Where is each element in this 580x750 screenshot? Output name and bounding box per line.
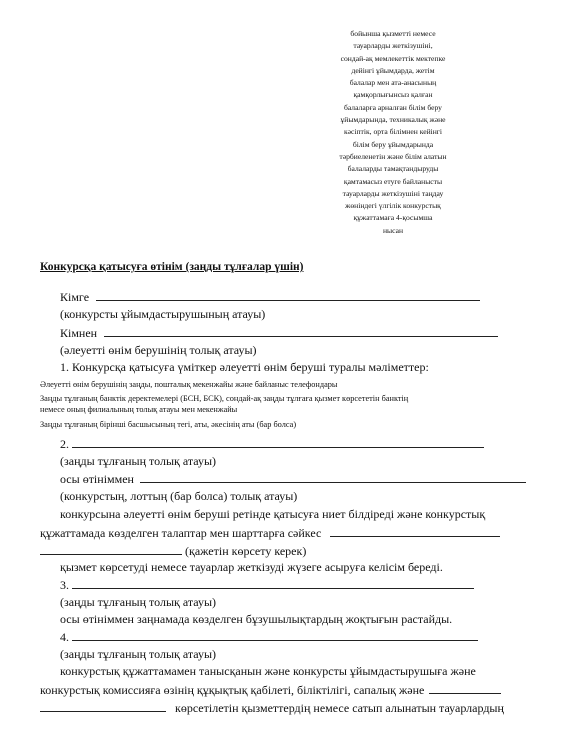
paragraph-2-line-3 [40, 543, 306, 558]
specify-hint: (қажетін көрсету керек) [185, 544, 307, 558]
legal-name-hint-4: (заңды тұлғаның толық атауы) [60, 647, 217, 661]
section-1-heading: 1. Конкурсқа қатысуға үміткер әлеуетті өнім беруші туралы мәліметтер: [60, 360, 429, 374]
header-line: дейінгі ұйымдарда, жетім [351, 65, 435, 75]
contest-row [60, 471, 526, 486]
from-label: Кімнен [60, 326, 98, 340]
paragraph-3: осы өтініммен заңнамада көзделген бұзушылықтардың жоқтығын растайды. [60, 612, 453, 626]
legal-name-hint-2: (заңды тұлғаның толық атауы) [60, 454, 217, 468]
legal-name-field-3[interactable] [72, 577, 474, 589]
paragraph-4-text-end: көрсетілетін қызметтердің немесе сатып алынатын тауарлардың [175, 701, 504, 715]
paragraph-4-line-2 [40, 682, 501, 697]
info-head-name: Заңды тұлғаның бірінші басшысының тегі, аты, әкесінің аты (бар болса) [40, 420, 297, 429]
services-field[interactable] [40, 700, 166, 712]
header-line: балалар мен ата-анасының [349, 78, 437, 88]
conditions-field[interactable] [330, 525, 500, 537]
legal-name-hint-3: (заңды тұлғаның толық атауы) [60, 595, 217, 609]
from-hint: (әлеуетті өнім берушінің толық атауы) [60, 343, 257, 357]
appendix-header-block [318, 28, 468, 237]
header-line: құжаттамаға 4-қосымша [353, 213, 433, 223]
section-4-number: 4. [60, 630, 69, 644]
header-line: тауарларды жеткізушіні таңдау [342, 188, 444, 198]
header-line: тауарларды жеткізушіні, [353, 41, 433, 51]
paragraph-4-line-3 [40, 700, 504, 715]
contest-name-field[interactable] [140, 471, 526, 483]
header-line: кәсіптік, орта білімнен кейінгі [343, 127, 443, 137]
paragraph-2-text: құжаттамада көзделген талаптар мен шарттарға сәйкес [40, 526, 322, 540]
paragraph-4-line-1: конкурстық құжаттамамен танысқанын және конкурсты ұйымдастырушыға және [60, 664, 476, 678]
header-line: балаларға арналған білім беру [344, 102, 442, 112]
to-hint: (конкурсты ұйымдастырушының атауы) [60, 307, 266, 321]
header-line: білім беру ұйымдарында [352, 139, 434, 149]
header-line: балаларды тамақтандыруды [347, 164, 439, 174]
to-row [60, 289, 480, 304]
paragraph-2-line-2 [40, 525, 500, 540]
form-title: Конкурсқа қатысуға өтінім (заңды тұлғалар үшін) [40, 261, 304, 273]
header-line: тәрбиеленетін және білім алатын [339, 151, 447, 161]
info-bank-details-cont: немесе оның филиалының толық атауы мен мекенжайы [40, 405, 238, 414]
info-bank-details: Заңды тұлғаның банктік деректемелері (БСН, БСК), сондай-ақ заңды тұлғаға қызмет көрсететін банктің [40, 394, 409, 403]
header-line: қамқорлығынсыз қалған [353, 90, 433, 100]
legal-name-field-4[interactable] [72, 629, 478, 641]
specify-field[interactable] [40, 543, 182, 555]
section-3-number: 3. [60, 578, 69, 592]
header-line: сондай-ақ мемлекеттік мектепке [340, 53, 446, 63]
section-2-row [60, 436, 484, 451]
to-label: Кімге [60, 290, 90, 304]
paragraph-2-line-4: қызмет көрсетуді немесе тауарлар жеткізуді жүзеге асыруға келісім береді. [60, 560, 443, 574]
header-line: жөніндегі үлгілік конкурстық [345, 201, 441, 211]
from-field[interactable] [104, 325, 498, 337]
paragraph-2-line-1: конкурсына әлеуетті өнім беруші ретінде қатысуға ниет білдіреді және конкурстық [60, 507, 486, 521]
section-4-row [60, 629, 478, 644]
quality-field[interactable] [429, 682, 501, 694]
header-line: нысан [382, 225, 404, 235]
from-row [60, 325, 498, 340]
section-2-number: 2. [60, 437, 69, 451]
to-field[interactable] [96, 289, 480, 301]
legal-name-field-2[interactable] [72, 436, 484, 448]
section-3-row [60, 577, 474, 592]
info-address-phones: Әлеуетті өнім берушінің заңды, пошталық мекенжайы және байланыс телефондары [40, 380, 338, 389]
header-line: ұйымдарында, техникалық және [340, 115, 446, 125]
header-line: қамтамасыз етуге байланысты [343, 176, 443, 186]
by-this-application: осы өтініммен [60, 472, 134, 486]
header-line: бойынша қызметті немесе [350, 29, 436, 38]
paragraph-4-text: конкурстық комиссияға өзінің құқықтық қабілеті, біліктілігі, сапалық және [40, 683, 425, 697]
contest-hint: (конкурстың, лоттың (бар болса) толық атауы) [60, 489, 298, 503]
